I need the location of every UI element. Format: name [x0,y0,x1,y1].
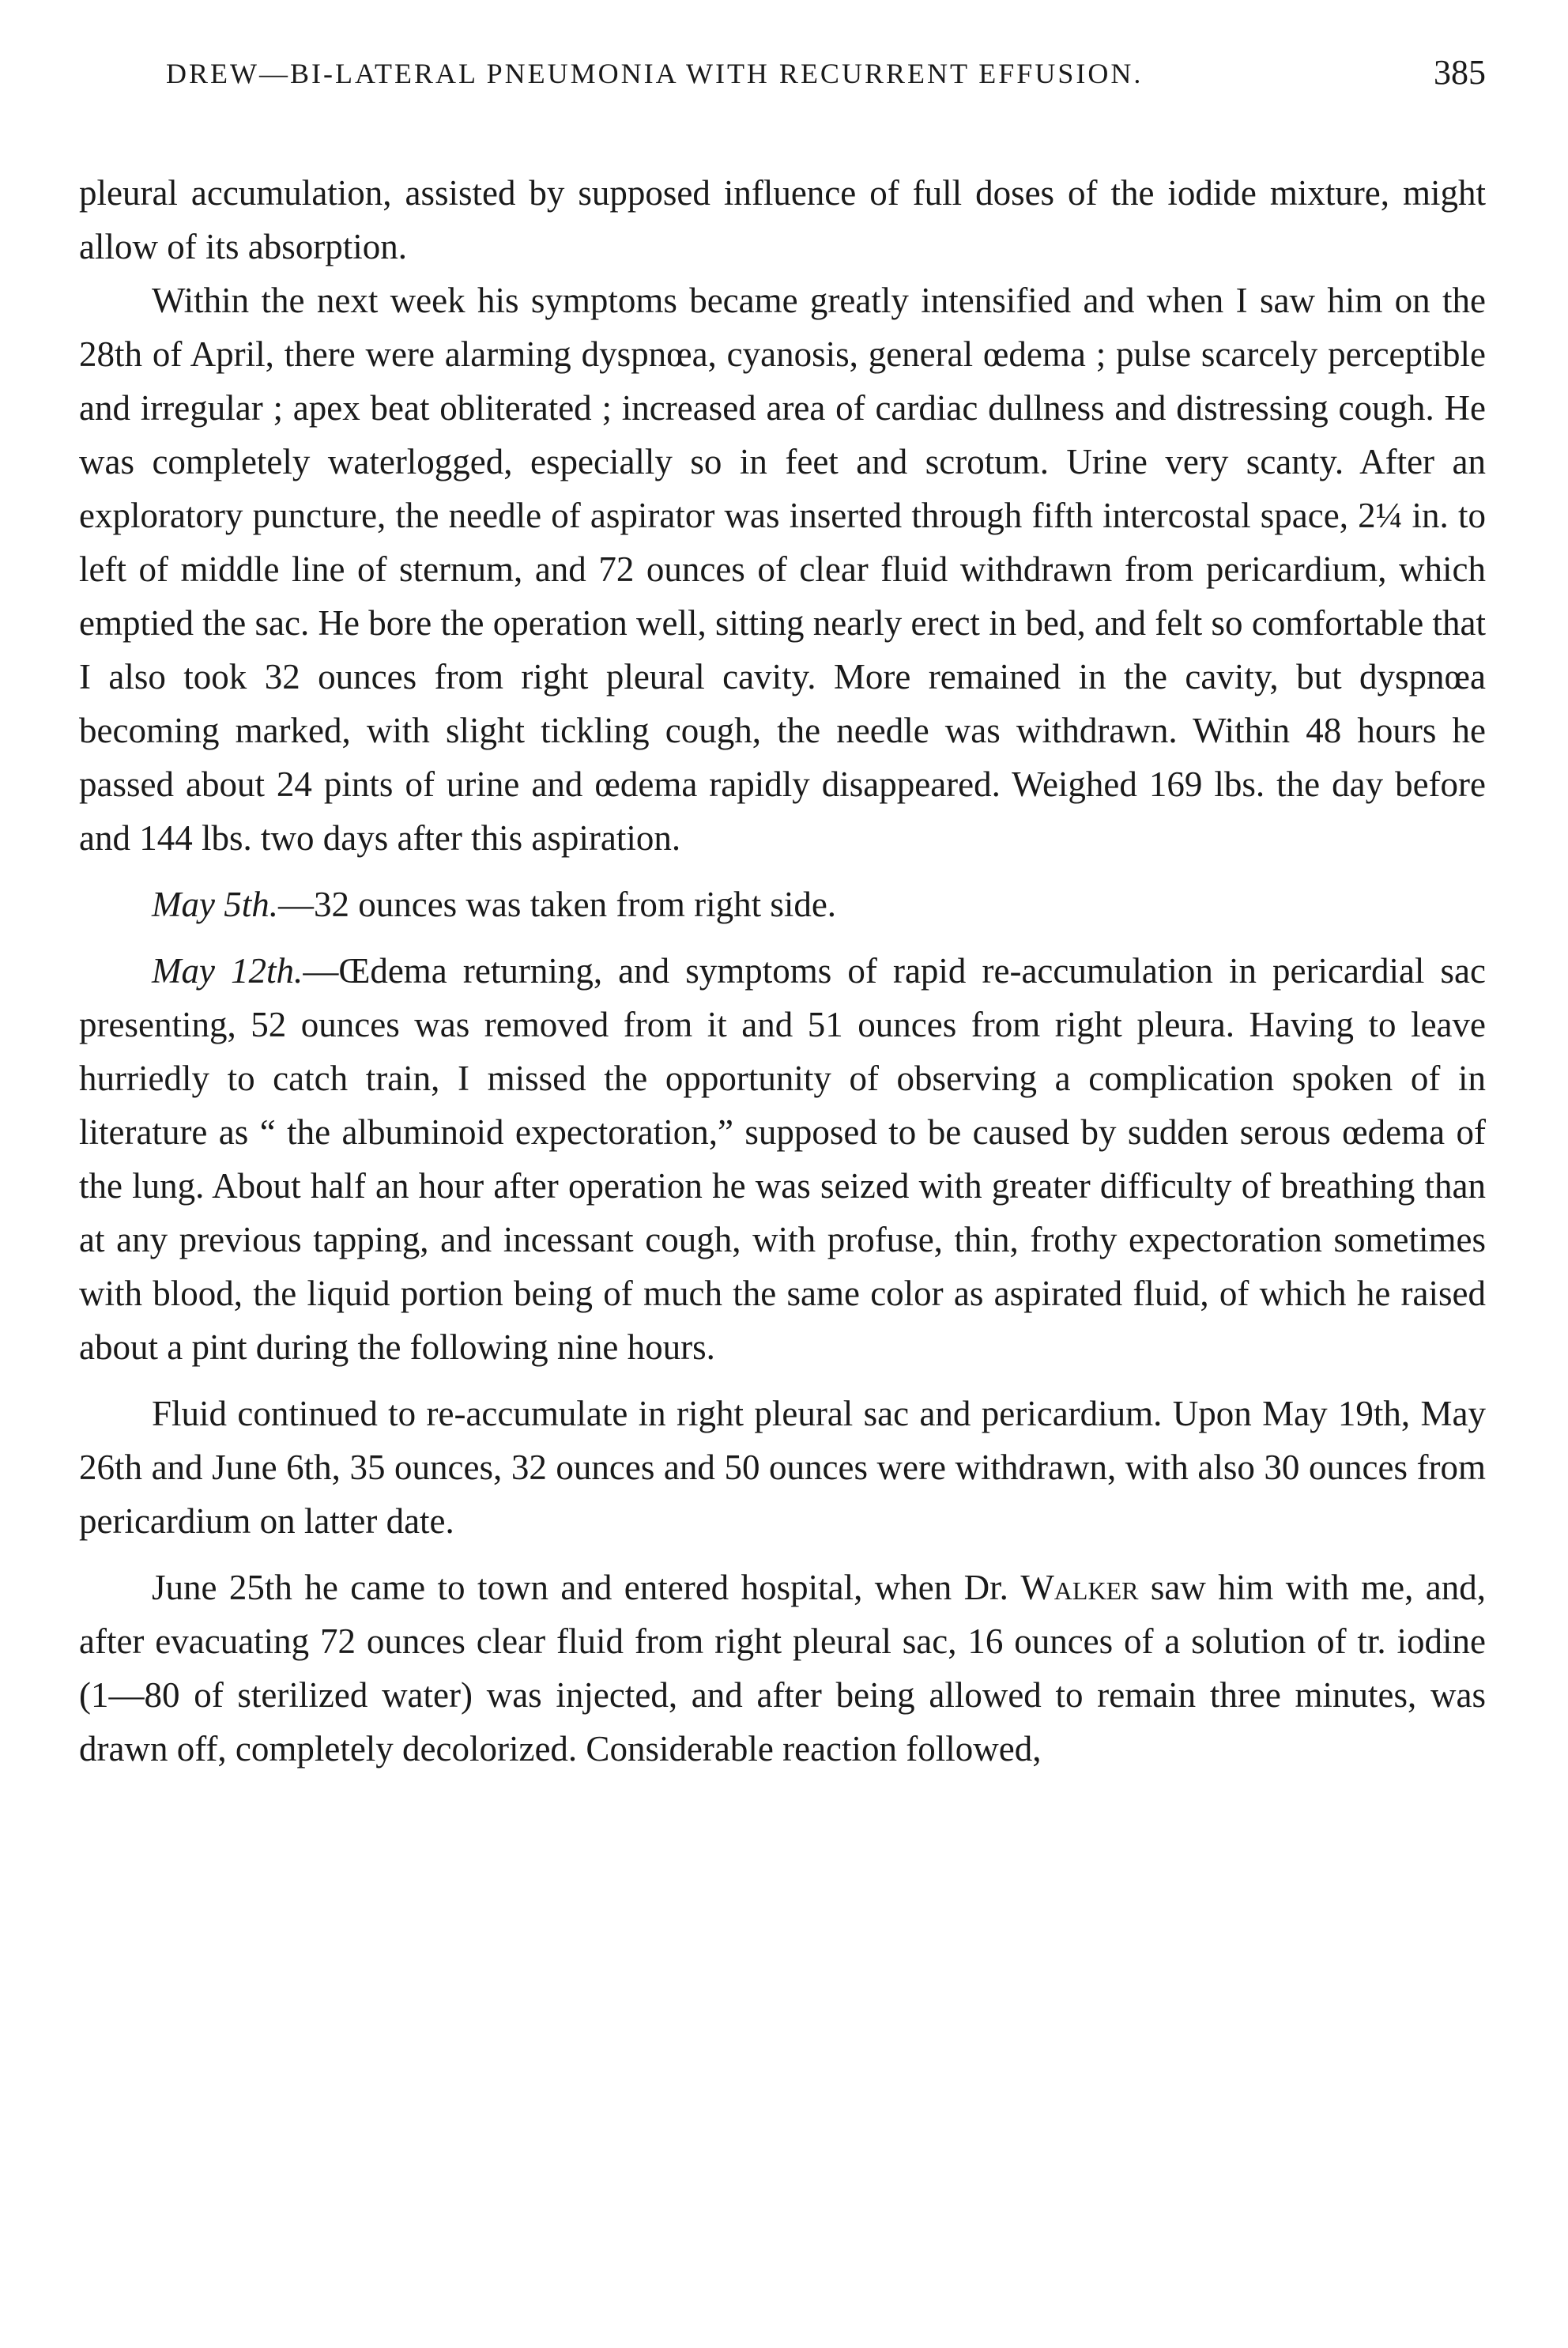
paragraph-fluid-reaccumulation [79,1387,1486,1548]
entry-date: May 5th. [152,885,278,924]
paragraph-text: Fluid continued to re-accumulate in right pleural sac and pericardium. Upon May 19th, May 26th and June 6th, 35 ounces, 32 ounces and 50 ounces were withdrawn, with also 30 ounces from pericardium on latter date. [79,1394,1486,1541]
paragraph-text: June 25th he came to town and entered hospital, when Dr. [152,1568,1021,1607]
document-page [79,47,1486,2308]
paragraph-april-28 [79,274,1486,865]
paragraph-may-5 [79,878,1486,931]
paragraph-text: saw him with me, and, after evacuating 72 ounces clear fluid from right pleural sac, 16 ounces of a solution of tr. iodine (1—80 of sterilized water) was injected, and after being allowed to remain three minutes, was drawn off, completely decolorized. Considerable reaction followed, [79,1568,1486,1769]
author-name: Walker [1020,1568,1139,1607]
paragraph-text: —Œdema returning, and symptoms of rapid re-accumulation in pericardial sac presenting, 52 ounces was removed from it and 51 ounces from right pleura. Having to leave hurriedly to catch train, I missed the opportunity of observing a complication spoken of in literature as “ the albuminoid expectoration,” supposed to be caused by sudden serous œdema of the lung. About half an hour after operation he was seized with greater difficulty of breathing than at any previous tapping, and incessant cough, with profuse, thin, frothy expectoration sometimes with blood, the liquid portion being of much the same color as aspirated fluid, of which he raised about a pint during the following nine hours. [79,951,1486,1367]
entry-date: May 12th. [152,951,303,991]
paragraph-june-25 [79,1561,1486,1776]
paragraph-text: —32 ounces was taken from right side. [277,885,837,924]
running-header [79,47,1486,111]
paragraph-may-12 [79,944,1486,1374]
running-title: DREW—BI-LATERAL PNEUMONIA WITH RECURRENT EFFUSION. [166,58,1144,89]
page-number: 385 [1434,53,1486,92]
paragraph-text: Within the next week his symptoms became greatly intensified and when I saw him on the 28th of April, there were alarming dyspnœa, cyanosis, general œdema ; pulse scarcely perceptible and irregular ; apex beat obliterated ; increased area of cardiac dullness and distressing cough. He was completely waterlogged, especially so in feet and scrotum. Urine very scanty. After an exploratory puncture, the needle of aspirator was inserted through fifth intercostal space, 2¼ in. to left of middle line of sternum, and 72 ounces of clear fluid withdrawn from pericardium, which emptied the sac. He bore the operation well, sitting nearly erect in bed, and felt so comfortable that I also took 32 ounces from right pleural cavity. More remained in the cavity, but dyspnœa becoming marked, with slight tickling cough, the needle was withdrawn. Within 48 hours he passed about 24 pints of urine and œdema rapidly disappeared. Weighed 169 lbs. the day before and 144 lbs. two days after this aspiration. [79,281,1486,858]
body-text [79,166,1486,1776]
paragraph-text: pleural accumulation, assisted by supposed influence of full doses of the iodide mixture, might allow of its absorption. [79,173,1486,266]
paragraph-continuation [79,166,1486,274]
